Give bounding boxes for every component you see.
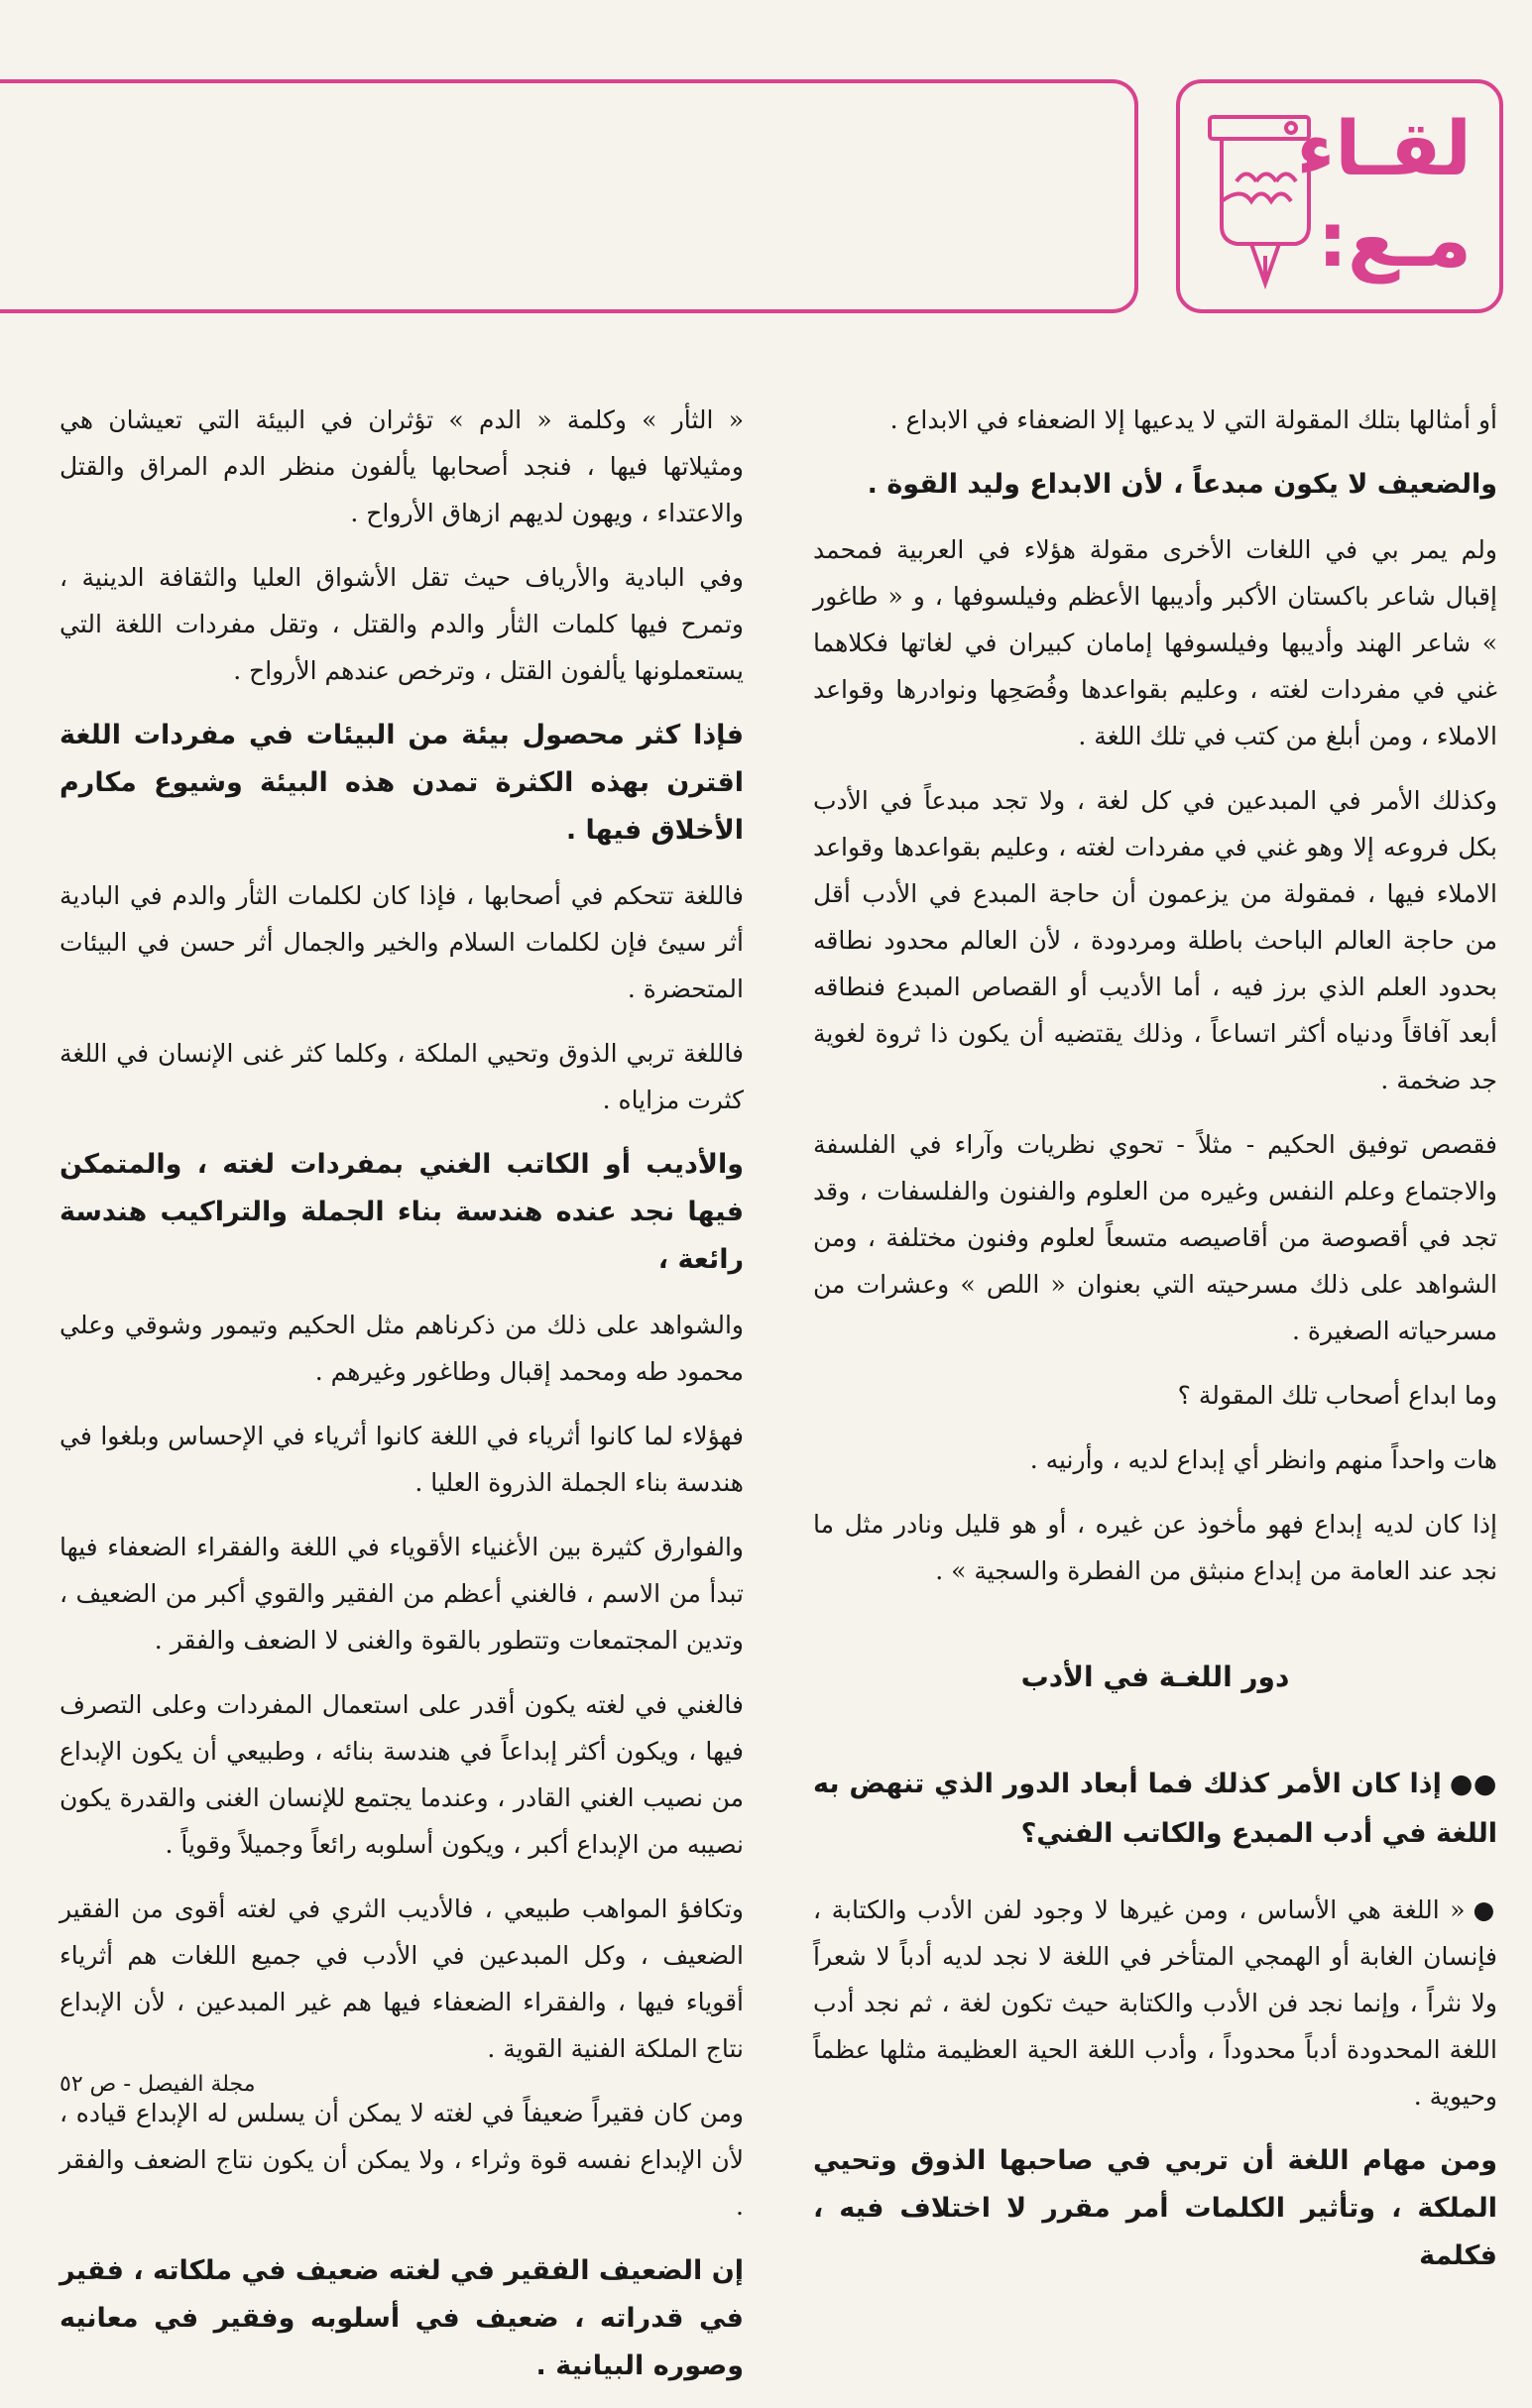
- left-column-paragraph: فالغني في لغته يكون أقدر على استعمال المفردات وعلى التصرف فيها ، ويكون أكثر إبداعاً في هندسة بنائه ، وطبيعي أن يكون الإبداع من نصيب الغني القادر ، وعندما يجتمع للإنسان الغنى والقدرة يكون نصيبه من الإبداع أكبر ، ويكون أسلوبه رائعاً وجميلاً وقوياً .: [59, 1690, 744, 1859]
- page-footer: مجلة الفيصل - ص ٥٢: [59, 2072, 256, 2097]
- answer-paragraph: [813, 1887, 1497, 2120]
- left-column-paragraph: فاللغة تربي الذوق وتحيي الملكة ، وكلما كثر غنى الإنسان في اللغة كثرت مزاياه .: [59, 1039, 744, 1114]
- left-column-paragraph: فهؤلاء لما كانوا أثرياء في اللغة كانوا أثرياء في الإحساس وبلغوا في هندسة بناء الجملة الذروة العليا .: [59, 1422, 744, 1497]
- section-logo: [1176, 79, 1503, 313]
- answer-text: « اللغة هي الأساس ، ومن غيرها لا وجود لفن الأدب والكتابة ، فإنسان الغابة أو الهمجي المتأخر في اللغة لا نجد لديه أدباً لا شعراً ولا نثراً ، وإنما نجد فن الأدب والكتابة حيث تكون لغة ، ثم نجد أدب اللغة المحدودة أدباً محدوداً ، وأدب اللغة الحية العظيمة مثلها عظماً وحيوية .: [813, 1895, 1497, 2111]
- left-column-paragraph: والفوارق كثيرة بين الأغنياء الأقوياء في اللغة والفقراء الضعفاء فيها تبدأ من الاسم ، فالغني أعظم من الفقير والقوي أكبر من الضعيف ، وتدين المجتمعات وتتطور بالقوة والغنى لا الضعف والفقر .: [59, 1533, 744, 1655]
- left-column-paragraph: وفي البادية والأرياف حيث تقل الأشواق العليا والثقافة الدينية ، وتمرح فيها كلمات الثأر والدم والقتل ، وتقل مفردات اللغة التي يستعملونها يألفون القتل ، وترخص عندهم الأرواح .: [59, 563, 744, 685]
- answer-text: ومن مهام اللغة أن تربي في صاحبها الذوق وتحيي الملكة ، وتأثير الكلمات أمر مقرر لا اختلاف فيه ، فكلمة: [813, 2145, 1497, 2271]
- left-column-paragraph: « الثأر » وكلمة « الدم » تؤثران في البيئة التي تعيشان هي ومثيلاتها فيها ، فنجد أصحابها يألفون منظر الدم المراق والقتل والاعتداء ، ويهون لديهم ازهاق الأرواح .: [59, 405, 744, 527]
- logo-line-2: مـع:: [1317, 195, 1472, 284]
- right-column-paragraph: وكذلك الأمر في المبدعين في كل لغة ، ولا تجد مبدعاً في الأدب بكل فروعه إلا وهو غني في مفردات لغته ، وعليم بقواعدها وقواعد الاملاء فيها ، فمقولة من يزعمون أن حاجة المبدع في الأدب أقل من حاجة العالم الباحث باطلة ومردودة ، لأن العالم محدود نطاقه بحدود العلم الذي برز فيه ، أما الأديب أو القصاص المبدع فنطاقه أبعد آفاقاً ودنياه أكثر اتساعاً ، وذلك يقتضيه أن يكون ذا ثروة لغوية جد ضخمة .: [813, 786, 1497, 1094]
- right-column-paragraph: ولم يمر بي في اللغات الأخرى مقولة هؤلاء في العربية فمحمد إقبال شاعر باكستان الأكبر وأديبها الأعظم وفيلسوفها ، و « طاغور » شاعر الهند وأديبها وفيلسوفها إمامان كبيران في لغاتها فكلاهما غني في مفردات لغته ، وعليم بقواعدها وفُصَحِها ونوادرها وقواعد الاملاء ، ومن أبلغ من كتب في تلك اللغة .: [813, 535, 1497, 750]
- answer-marker-icon: ●: [1473, 1895, 1497, 1924]
- right-column-paragraph: وما ابداع أصحاب تلك المقولة ؟: [1177, 1381, 1497, 1410]
- answer-paragraph: [813, 2137, 1497, 2280]
- left-column-paragraph: فاللغة تتحكم في أصحابها ، فإذا كان لكلمات الثأر والدم في البادية أثر سيئ فإن لكلمات السلام والخير والجمال أثر حسن في البيئات المتحضرة .: [59, 881, 744, 1003]
- left-column-paragraph: وتكافؤ المواهب طبيعي ، فالأديب الثري في لغته أقوى من الفقير الضعيف ، وكل المبدعين في الأدب في جميع اللغات هم أثرياء أقوياء فيها ، والفقراء الضعفاء فيها هم غير المبدعين ، لأن الإبداع نتاج الملكة الفنية القوية .: [59, 1894, 744, 2063]
- left-column-paragraph: والأديب أو الكاتب الغني بمفردات لغته ، والمتمكن فيها نجد عنده هندسة بناء الجملة والتراكيب هندسة رائعة ،: [59, 1149, 744, 1275]
- right-column-paragraph: فقصص توفيق الحكيم - مثلاً - تحوي نظريات وآراء في الفلسفة والاجتماع وعلم النفس وغيره من العلوم والفنون والفلسفات ، وقد تجد في أقصوصة من أقاصيصه متسعاً لعلوم وفنون مختلفة ، ومن الشواهد على ذلك مسرحيته التي بعنوان « اللص » وعشرات من مسرحياته الصغيرة .: [813, 1130, 1497, 1345]
- right-column-paragraph: إذا كان لديه إبداع فهو مأخوذ عن غيره ، أو هو قليل ونادر مثل ما نجد عند العامة من إبداع منبثق من الفطرة والسجية » .: [813, 1510, 1497, 1585]
- left-column-paragraph: والشواهد على ذلك من ذكرناهم مثل الحكيم وتيمور وشوقي وعلي محمود طه ومحمد إقبال وطاغور وغيرهم .: [59, 1311, 744, 1386]
- right-column: [813, 397, 1497, 2298]
- question-text: إذا كان الأمر كذلك فما أبعاد الدور الذي تنهض به اللغة في أدب المبدع والكاتب الفني؟: [813, 1769, 1497, 1849]
- question-marker-icon: ●●: [1449, 1769, 1497, 1799]
- left-column-paragraph: إن الضعيف الفقير في لغته ضعيف في ملكاته ، فقير في قدراته ، ضعيف في أسلوبه وفقير في معانيه وصوره البيانية .: [59, 2255, 744, 2381]
- interview-question: [813, 1760, 1497, 1859]
- header-banner-frame: [0, 79, 1138, 313]
- right-column-paragraph: والضعيف لا يكون مبدعاً ، لأن الابداع وليد القوة .: [867, 469, 1497, 500]
- right-column-paragraph: أو أمثالها بتلك المقولة التي لا يدعيها إلا الضعفاء في الابداع .: [889, 405, 1497, 434]
- left-column-paragraph: ومن كان فقيراً ضعيفاً في لغته لا يمكن أن يسلس له الإبداع قياده ، لأن الإبداع نفسه قوة وثراء ، ولا يمكن أن يكون نتاج الضعف والفقر .: [59, 2099, 744, 2221]
- left-column-paragraph: فإذا كثر محصول بيئة من البيئات في مفردات اللغة اقترن بهذه الكثرة تمدن هذه البيئة وشيوع مكارم الأخلاق فيها .: [59, 720, 744, 846]
- logo-line-1: لقـاء: [1296, 104, 1472, 192]
- right-column-paragraph: هات واحداً منهم وانظر أي إبداع لديه ، وأرنيه .: [1029, 1445, 1497, 1474]
- section-heading: دور اللغـة في الأدب: [1020, 1661, 1290, 1693]
- left-column: [59, 397, 744, 2408]
